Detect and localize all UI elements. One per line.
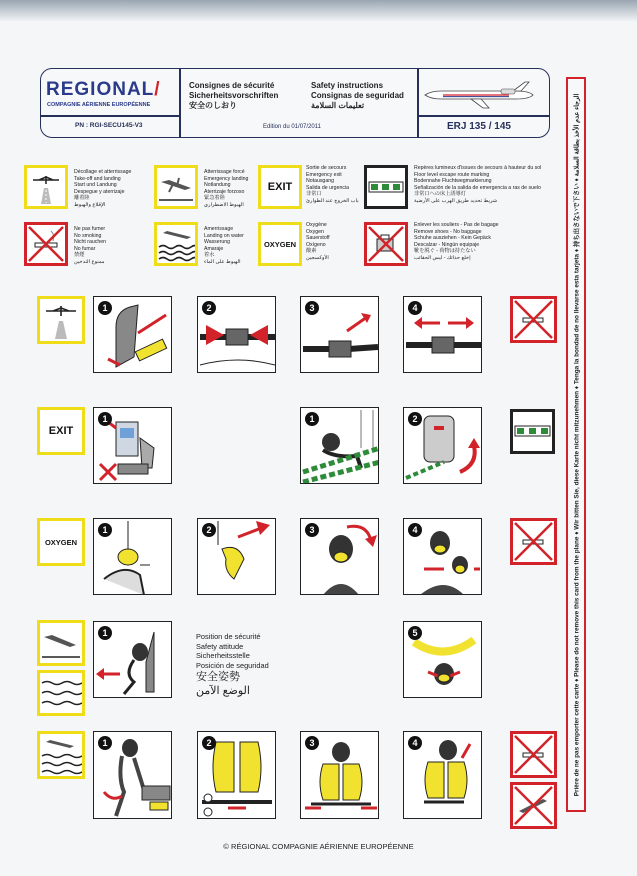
step-number: 4: [408, 523, 422, 537]
step-number: 1: [98, 736, 112, 750]
seatbelt-step-3-panel: [300, 296, 379, 373]
step-number: 2: [202, 301, 216, 315]
position-jp: 安全姿勢: [196, 671, 240, 684]
position-en: Safety attitude: [196, 641, 244, 651]
row5-no-inflate-inside-icon: [510, 782, 557, 829]
step-number: 2: [408, 412, 422, 426]
brace-step-5-panel: [403, 621, 482, 698]
aircraft-model: ERJ 135 / 145: [447, 121, 511, 132]
legend-emergency-landing-icon-box: [154, 165, 198, 209]
brace-step-1-panel: [93, 621, 172, 698]
emergency-landing-icon: [40, 623, 82, 663]
legend-takeoff-icon-box: [24, 165, 68, 209]
vest-step-1-panel: [93, 731, 172, 819]
row5-no-smoking-icon: [510, 731, 557, 778]
step-number: 1: [98, 412, 112, 426]
step-number: 4: [408, 736, 422, 750]
step-number: 3: [305, 523, 319, 537]
legend-oxygen-box: [258, 222, 302, 266]
title-fr: Consignes de sécurité: [189, 81, 275, 90]
row-exit-icon: [37, 407, 85, 455]
row-takeoff-icon: [37, 296, 85, 344]
row-water-landing-icon: [37, 670, 85, 716]
legend-no-baggage-box: [364, 222, 408, 266]
position-es: Posición de seguridad: [196, 660, 269, 670]
exit-sign: EXIT: [267, 181, 293, 193]
title-de: Sicherheitsvorschriften: [189, 91, 279, 100]
exit-crawl-step-1-panel: [300, 407, 379, 484]
seatbelt-step-2-panel: [197, 296, 276, 373]
legend-takeoff-text: Décollage et atterrissage Take-off and landing Start und Landung Despegue y aterrizaje 離着陸 الإقلاع والهبوط: [74, 169, 132, 208]
water-landing-icon: [157, 225, 195, 263]
legend-floor-marking-text: Repères lumineux d'issues de secours à hauteur du sol Floor level escape route marking Bodennahe Fluchtwegmarkierung Señalización de la salida de emergencia a ras de suelo 非常口への床上誘導灯 شريط تحديد طريق الهرب على الأرضية: [414, 165, 542, 204]
safety-position-text: [196, 632, 269, 698]
legend-exit-box: [258, 165, 302, 209]
title-en: Safety instructions: [311, 81, 384, 90]
row-ditching-icon: [37, 731, 85, 779]
exit-step-1-panel: [93, 407, 172, 484]
step-number: 5: [408, 626, 422, 640]
copyright-footer: © RÉGIONAL COMPAGNIE AÉRIENNE EUROPÉENNE: [223, 842, 414, 851]
step-number: 3: [305, 736, 319, 750]
step-number: 3: [305, 301, 319, 315]
oxygen-step-2-panel: [197, 518, 276, 595]
vest-step-2-panel: [197, 731, 276, 819]
exit-crawl-step-2-panel: [403, 407, 482, 484]
step-number: 2: [202, 523, 216, 537]
regional-logo: REGIONAL/: [46, 79, 161, 100]
card-header: [40, 68, 550, 138]
no-smoking-icon: [27, 225, 65, 263]
legend-emergency-landing-text: Atterrissage forcé Emergency landing Notlandung Aterrizaje forzoso 緊急着陸 الهبوط الاضطراري: [204, 169, 249, 208]
erj-aircraft-icon: [421, 81, 536, 109]
row-oxygen-icon: [37, 518, 85, 566]
oxygen-sign: OXYGEN: [44, 537, 78, 547]
oxygen-sign: OXYGEN: [263, 239, 297, 249]
oxygen-step-3-panel: [300, 518, 379, 595]
position-fr: Position de sécurité: [196, 632, 261, 641]
legend-no-smoking-box: [24, 222, 68, 266]
seatbelt-step-4-panel: [403, 296, 482, 373]
oxygen-step-1-panel: [93, 518, 172, 595]
takeoff-landing-icon: [40, 299, 82, 341]
title-block-left: [189, 81, 278, 111]
step-number: 1: [98, 301, 112, 315]
position-de: Sicherheitsstelle: [196, 651, 250, 661]
step-number: 1: [305, 412, 319, 426]
brand-name: REGIONAL: [46, 79, 155, 100]
title-es: Consignas de seguridad: [311, 91, 404, 100]
vest-step-3-panel: [300, 731, 379, 819]
part-number: PN : RGI-SECU145-V3: [75, 122, 143, 129]
legend-exit-text: Sortie de secours Emergency exit Notausgang Salida de urgencia 非常口 باب الخروج عند الطوارئ: [306, 165, 359, 204]
row1-no-smoking-icon: [510, 296, 557, 343]
legend-ditching-text: Amerrissage Landing on water Wasserung Amaraje 着水 الهبوط على الماء: [204, 226, 244, 265]
legend-oxygen-text: Oxygène Oxygen Sauerstoff Oxígeno 酸素 الأوكسجين: [306, 222, 330, 261]
legend-no-smoking-text: Ne pas fumer No smoking Nicht rauchen No fumar 禁煙 ممنوع التدخين: [74, 226, 107, 265]
do-not-remove-strip: [566, 77, 586, 812]
scan-shadow: [0, 0, 637, 22]
row-emergency-landing-icon: [37, 620, 85, 666]
brand-subtitle: COMPAGNIE AÉRIENNE EUROPÉENNE: [47, 102, 151, 108]
vest-step-4-panel: [403, 731, 482, 819]
step-number: 2: [202, 736, 216, 750]
legend-floor-marking-box: [364, 165, 408, 209]
step-number: 1: [98, 626, 112, 640]
row2-floor-marking-icon: [510, 409, 555, 454]
row3-no-smoking-icon: [510, 518, 557, 565]
position-ar: الوضع الآمن: [196, 685, 250, 698]
title-jp: 安全のしおり: [189, 101, 237, 110]
step-number: 4: [408, 301, 422, 315]
emergency-landing-icon: [157, 168, 195, 206]
legend-no-baggage-text: Enlever les souliers - Pas de bagage Remove shoes - No baggage Schuhe ausziehen - Kein Gepäck Descalzar - Ningún equipaje 靴を脱ぐ - 荷物は持たない إخلع حذائك - ليس الحقائب: [414, 222, 499, 261]
title-ar: تعليمات السلامة: [311, 101, 365, 110]
floor-path-marking-icon: [367, 168, 405, 206]
do-not-remove-text: Prière de ne pas emporter cette carte ♦ Please do not remove this card from the plane ♦ Wir bitten Sie, diese Karte nicht mitzunehmen ♦ Tenga la bondad de no llevarse esta tarjeta ♦ 持ち出さないで下さい ♦ الرجاء عدم الأخذ بطاقة السلامة: [573, 93, 581, 796]
takeoff-landing-icon: [27, 168, 65, 206]
legend-ditching-box: [154, 222, 198, 266]
edition-date: Edition du 01/07/2011: [263, 124, 321, 130]
step-number: 1: [98, 523, 112, 537]
water-landing-icon: [40, 673, 82, 713]
title-block-right: [311, 81, 404, 111]
seatbelt-step-1-panel: [93, 296, 172, 373]
water-landing-icon: [40, 734, 82, 776]
no-shoes-baggage-icon: [367, 225, 405, 263]
oxygen-step-4-panel: [403, 518, 482, 595]
exit-sign: EXIT: [48, 425, 74, 437]
